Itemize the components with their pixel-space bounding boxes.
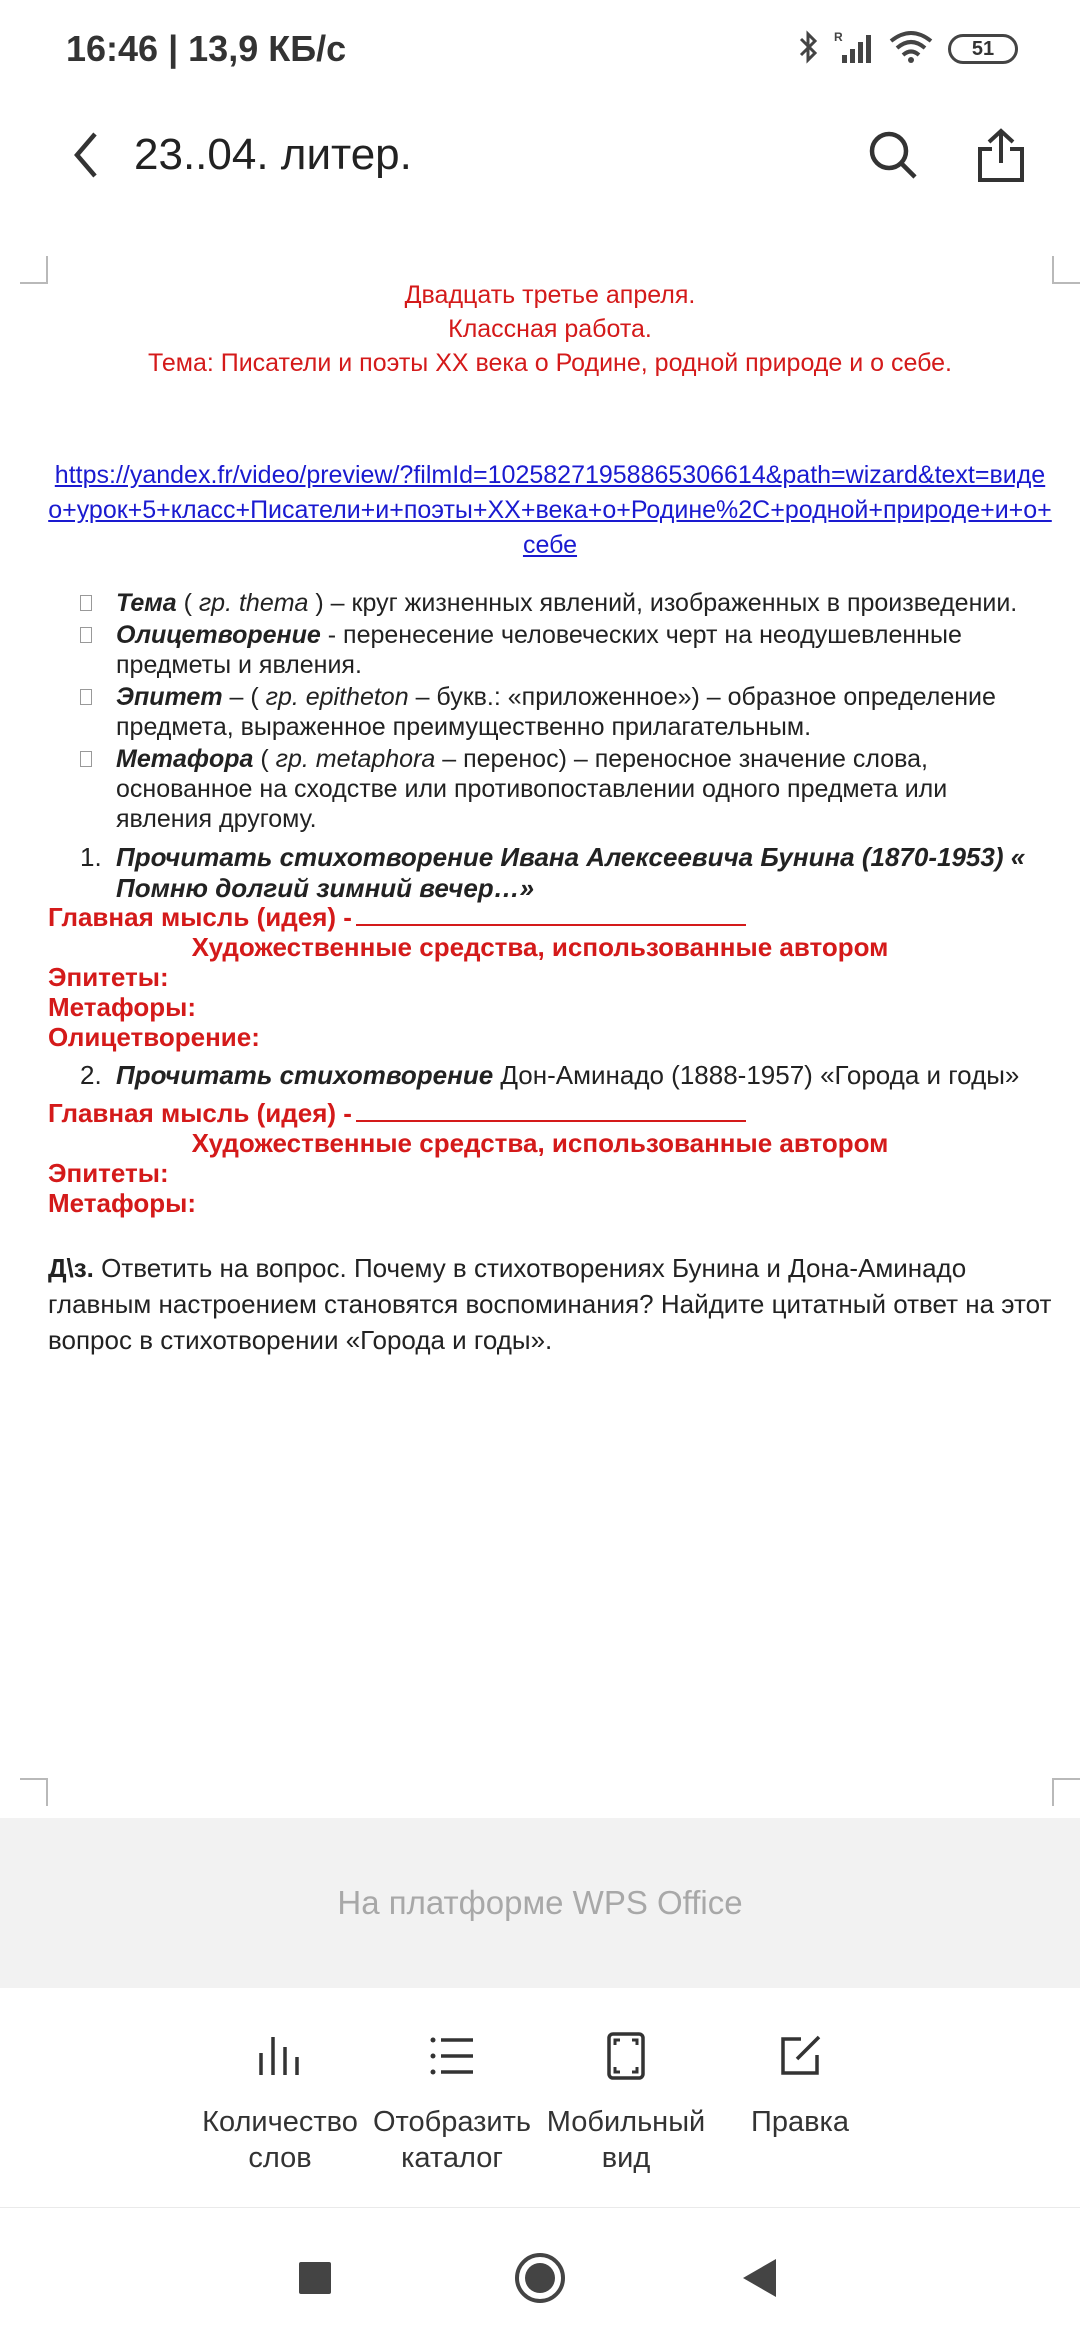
task-1 <box>80 842 1040 904</box>
back-nav-button[interactable] <box>730 2250 790 2306</box>
epithets-label: Эпитеты: <box>48 1158 169 1188</box>
mobile-view-icon <box>606 2031 646 2081</box>
metaphors-label: Метафоры: <box>48 992 197 1022</box>
task-number: 2. <box>80 1060 102 1090</box>
list-item: Метафора ( гр. metaphora – перенос) – переносное значение слова, основанное на сходстве или противопоставлении одного предмета или явления другому. <box>80 744 1040 834</box>
signal-icon <box>834 29 874 70</box>
page-corner-mark <box>1052 1778 1080 1806</box>
wifi-icon <box>888 29 934 70</box>
document-header <box>48 278 1052 380</box>
action-label: Количество <box>202 2106 358 2138</box>
back-icon <box>71 130 101 180</box>
wps-banner <box>0 1818 1080 1988</box>
edit-button[interactable] <box>710 2028 890 2140</box>
bluetooth-icon <box>798 29 820 70</box>
page-corner-mark <box>1052 256 1080 284</box>
word-count-button[interactable] <box>190 2028 370 2176</box>
header-date: Двадцать третье апреля. <box>404 281 696 309</box>
status-icons <box>798 26 1018 72</box>
share-icon <box>976 127 1026 183</box>
video-link[interactable]: https://yandex.fr/video/preview/?filmId=10258271958865306614&path=wizard&text=видео+урок+5+класс+Писатели+и+поэты+ХХ+века+о+Родине%2C+родной+природе+и+о+себе <box>48 461 1052 559</box>
main-idea-label: Главная мысль (идея) - <box>48 1098 746 1128</box>
wps-banner-text: На платформе WPS Office <box>337 1884 743 1921</box>
back-nav-icon <box>740 2257 780 2299</box>
home-button[interactable] <box>510 2250 570 2306</box>
terms-list <box>80 588 1040 836</box>
action-label: Отобразить <box>372 2106 532 2138</box>
toolbar <box>0 100 1080 210</box>
home-icon <box>513 2251 567 2305</box>
bullet-icon <box>80 595 92 611</box>
bullet-icon <box>80 627 92 643</box>
list-item: Эпитет – ( гр. epitheton – букв.: «приложенное») – образное определение предмета, выраженное преимущественно прилагательным. <box>80 682 1040 742</box>
bottom-actions <box>0 1988 1080 2208</box>
answer-blank <box>356 904 746 926</box>
action-label: каталог <box>401 2142 503 2174</box>
task-text: Прочитать стихотворение Ивана Алексеевича Бунина (1870-1953) « Помню долгий зимний вечер…» <box>116 842 1026 903</box>
document-title: 23..04. литер. <box>134 130 412 179</box>
homework-label: Д\з. <box>48 1253 94 1283</box>
edit-icon <box>777 2033 823 2079</box>
mobile-view-button[interactable] <box>536 2028 716 2176</box>
status-time: 16:46 | 13,9 КБ/с <box>66 28 347 69</box>
document-page[interactable] <box>0 250 1080 1810</box>
homework <box>48 1250 1052 1358</box>
task-number: 1. <box>80 842 102 872</box>
action-label: Мобильный <box>546 2106 706 2138</box>
catalog-button[interactable] <box>362 2028 542 2176</box>
share-button[interactable] <box>966 118 1036 192</box>
search-icon <box>867 129 919 181</box>
status-bar <box>0 0 1080 100</box>
action-label: Правка <box>751 2106 849 2138</box>
header-topic: Тема: Писатели и поэты ХХ века о Родине, родной природе и о себе. <box>147 349 953 377</box>
metaphors-label: Метафоры: <box>48 1188 197 1218</box>
epithets-label: Эпитеты: <box>48 962 169 992</box>
word-count-icon <box>255 2033 305 2079</box>
means-heading: Художественные средства, использованные автором <box>191 1128 889 1158</box>
list-item: Тема ( гр. thema ) – круг жизненных явлений, изображенных в произведении. <box>80 588 1040 618</box>
recent-apps-button[interactable] <box>285 2250 345 2306</box>
main-idea-label: Главная мысль (идея) - <box>48 902 746 932</box>
page-corner-mark <box>20 1778 48 1806</box>
battery-icon: 51 <box>948 34 1018 64</box>
bullet-icon <box>80 751 92 767</box>
action-label: слов <box>248 2142 312 2174</box>
personification-label: Олицетворение: <box>48 1022 260 1052</box>
header-work-type: Классная работа. <box>448 315 652 343</box>
catalog-icon <box>429 2035 475 2077</box>
task-2 <box>80 1060 1040 1091</box>
list-item: Олицетворение - перенесение человеческих черт на неодушевленные предметы и явления. <box>80 620 1040 680</box>
homework-text: Ответить на вопрос. Почему в стихотворениях Бунина и Дона-Аминадо главным настроением становятся воспоминания? Найдите цитатный ответ на этот вопрос в стихотворении «Города и годы». <box>48 1253 1052 1355</box>
back-button[interactable] <box>56 122 116 188</box>
means-heading: Художественные средства, использованные автором <box>191 932 889 962</box>
recent-apps-icon <box>298 2261 332 2295</box>
system-nav-bar <box>0 2210 1080 2340</box>
answer-blank <box>356 1100 746 1122</box>
action-label: вид <box>601 2142 651 2174</box>
bullet-icon <box>80 689 92 705</box>
svg-text:R: R <box>834 29 843 44</box>
task-text: Прочитать стихотворение Дон-Аминадо (1888-1957) «Города и годы» <box>116 1060 1020 1090</box>
page-corner-mark <box>20 256 48 284</box>
search-button[interactable] <box>858 120 928 190</box>
